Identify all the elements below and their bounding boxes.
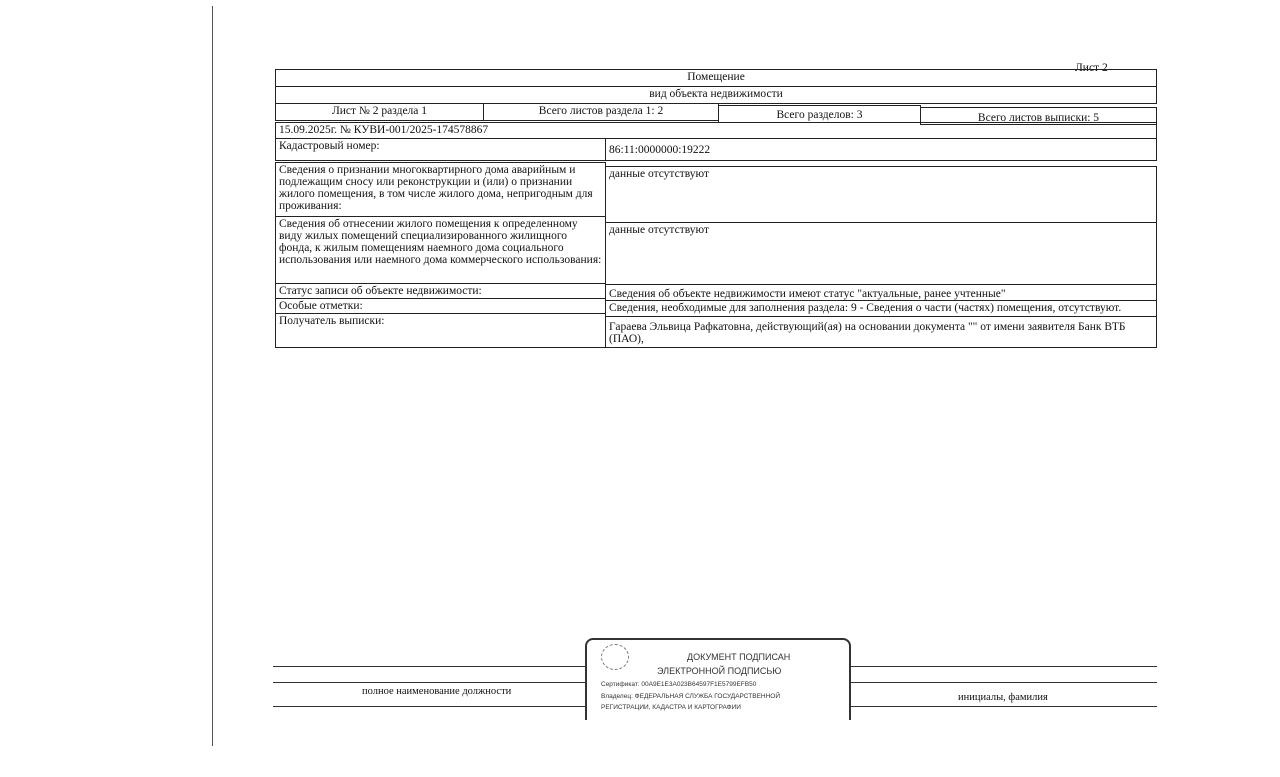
initials-caption: инициалы, фамилия	[958, 692, 1048, 703]
stamp-owner: Владелец: ФЕДЕРАЛЬНАЯ СЛУЖБА ГОСУДАРСТВЕННОЙ	[601, 693, 781, 700]
row-label-status: Статус записи об объекте недвижимости:	[275, 283, 606, 299]
row-value-recipient: Гараева Эльвица Рафкатовна, действующий(ая) на основании документа "" от имени заявителя Банк ВТБ (ПАО),	[605, 316, 1157, 348]
document-number: 15.09.2025г. № КУВИ-001/2025-174578867	[275, 122, 1157, 139]
row-value-emergency: данные отсутствуют	[605, 166, 1157, 223]
sheet-number: Лист 2	[1075, 62, 1108, 74]
row-label-notes: Особые отметки:	[275, 298, 606, 314]
stamp-title: ДОКУМЕНТ ПОДПИСАН	[687, 652, 791, 662]
cadastral-value: 86:11:0000000:19222	[605, 138, 1157, 161]
total-section-sheets: Всего листов раздела 1: 2	[483, 103, 719, 121]
scan-edge	[212, 6, 213, 746]
stamp-subtitle: ЭЛЕКТРОННОЙ ПОДПИСЬЮ	[657, 666, 782, 676]
row-label-special-fund: Сведения об отнесении жилого помещения к определенному виду жилых помещений специализированного жилищного фонда, к жилым помещениям наемного дома социального использования или наемного дома коммерческого использования:	[275, 216, 606, 284]
stamp-certificate: Сертификат: 00A9E1E3A023B64597F1E5799EFB50	[601, 681, 757, 688]
sheet-section: Лист № 2 раздела 1	[275, 103, 484, 121]
row-value-special-fund: данные отсутствуют	[605, 222, 1157, 285]
row-value-status: Сведения об объекте недвижимости имеют статус "актуальные, ранее учтенные"	[605, 284, 1157, 301]
row-value-notes: Сведения, необходимые для заполнения раздела: 9 - Сведения о части (частях) помещения, отсутствуют.	[605, 300, 1157, 317]
total-sheets: Всего листов выписки: 5	[920, 107, 1157, 125]
object-type: Помещение	[275, 69, 1157, 87]
object-caption: вид объекта недвижимости	[275, 86, 1157, 104]
row-label-emergency: Сведения о признании многоквартирного дома аварийным и подлежащим сносу или реконструкции и (или) о признании жилого помещения, в том числе жилого дома, непригодным для проживания:	[275, 162, 606, 217]
position-caption: полное наименование должности	[362, 686, 512, 697]
row-label-recipient: Получатель выписки:	[275, 313, 606, 348]
total-sections: Всего разделов: 3	[718, 105, 921, 123]
electronic-signature-stamp	[585, 638, 851, 720]
emblem-icon	[601, 644, 629, 670]
stamp-owner-2: РЕГИСТРАЦИИ, КАДАСТРА И КАРТОГРАФИИ	[601, 704, 741, 711]
cadastral-label: Кадастровый номер:	[275, 138, 606, 161]
